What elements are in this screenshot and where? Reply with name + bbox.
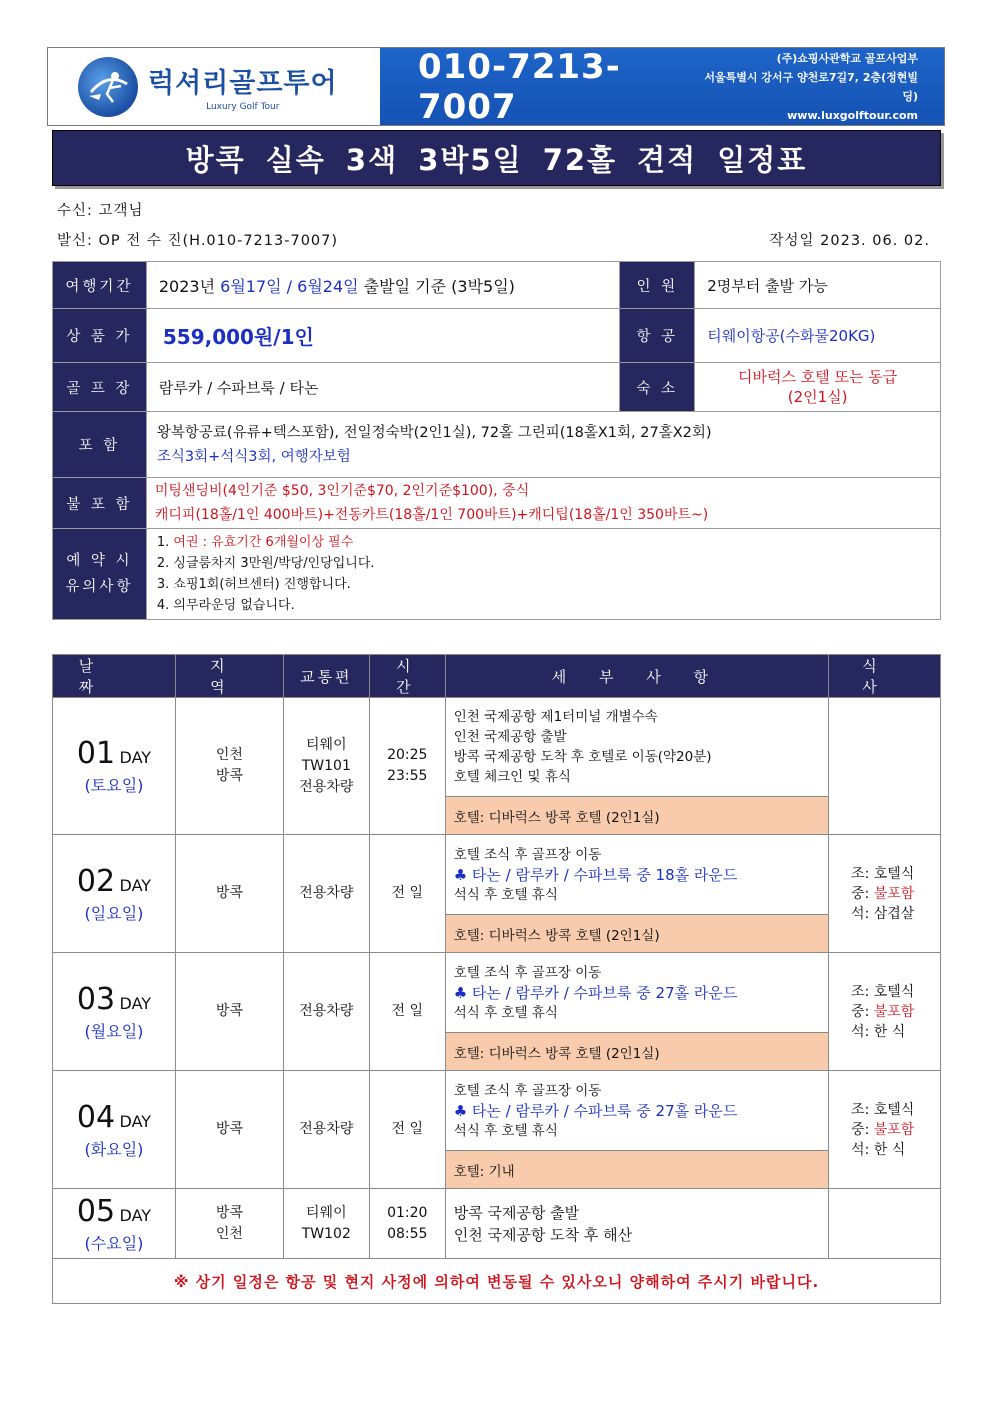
period-label: 여행기간 <box>53 262 147 309</box>
notice-item-4: 4. 의무라운딩 없습니다. <box>156 598 295 613</box>
header-banner <box>47 47 945 126</box>
day-4-region: 방콕 <box>175 1071 283 1189</box>
notice-item-3: 3. 쇼핑1회(허브센터) 진행합니다. <box>156 577 351 592</box>
day-2-detail: 호텔 조식 후 골프장 이동 ♣ 타논 / 람루카 / 수파브룩 중 18홀 라운드 석식 후 호텔 휴식 <box>445 835 828 915</box>
day-3-row <box>53 953 941 1033</box>
golf-value: 람루카 / 수파브룩 / 타논 <box>146 363 619 412</box>
golf-label: 골 프 장 <box>53 363 147 412</box>
title-bar <box>52 130 941 186</box>
day-4-detail: 호텔 조식 후 골프장 이동 ♣ 타논 / 람루카 / 수파브룩 중 27홀 라운드 석식 후 호텔 휴식 <box>445 1071 828 1151</box>
day-5-date: 05 DAY (수요일) <box>53 1189 176 1259</box>
day-3-hotel: 호텔: 디바럭스 방콕 호텔 (2인1실) <box>445 1033 828 1071</box>
day-1-meal <box>829 698 941 835</box>
day-5-region: 방콕 인천 <box>175 1189 283 1259</box>
hotel-value: 디바럭스 호텔 또는 동급 (2인1실) <box>695 363 941 412</box>
company-website[interactable]: www.luxgolftour.com <box>787 108 918 122</box>
day-3-time: 전 일 <box>369 953 445 1071</box>
day-3-meal: 조: 호텔식 중: 불포함 석: 한 식 <box>829 953 941 1071</box>
exclude-value <box>146 478 940 529</box>
info-row-notice <box>53 529 941 620</box>
logo-subtitle: Luxury Golf Tour <box>206 102 280 112</box>
company-name: (주)쇼핑사관학교 골프사업부 <box>776 51 918 65</box>
day-4-meal: 조: 호텔식 중: 불포함 석: 한 식 <box>829 1071 941 1189</box>
logo-area <box>48 48 380 125</box>
schedule-table <box>52 654 941 1304</box>
hotel-label: 숙 소 <box>620 363 695 412</box>
day-4-time: 전 일 <box>369 1071 445 1189</box>
day-5-detail: 방콕 국제공항 출발 인천 국제공항 도착 후 해산 <box>445 1189 828 1259</box>
col-transport: 교통편 <box>283 655 369 698</box>
people-value: 2명부터 출발 가능 <box>695 262 941 309</box>
people-label: 인 원 <box>620 262 695 309</box>
phone-number[interactable]: 010-7213-7007 <box>418 46 621 127</box>
schedule-header-row <box>53 655 941 698</box>
day-2-region: 방콕 <box>175 835 283 953</box>
include-line-2: 조식3회+석식3회, 여행자보험 <box>156 448 351 465</box>
day-5-time: 01:20 08:55 <box>369 1189 445 1259</box>
day-2-transport: 전용차량 <box>283 835 369 953</box>
info-row-price <box>53 309 941 363</box>
col-detail: 세 부 사 항 <box>445 655 828 698</box>
day-5-row <box>53 1189 941 1259</box>
info-row-exclude <box>53 478 941 529</box>
exclude-label: 불 포 함 <box>53 478 147 529</box>
day-2-row <box>53 835 941 915</box>
day-3-detail: 호텔 조식 후 골프장 이동 ♣ 타논 / 람루카 / 수파브룩 중 27홀 라운드 석식 후 호텔 휴식 <box>445 953 828 1033</box>
sender-line: 발신: OP 전 수 진(H.010-7213-7007) <box>57 233 339 249</box>
day-1-time: 20:25 23:55 <box>369 698 445 835</box>
company-address: 서울특별시 강서구 양천로7길7, 2층(정현빌딩) <box>704 70 918 103</box>
day-4-date: 04 DAY (화요일) <box>53 1071 176 1189</box>
day-2-time: 전 일 <box>369 835 445 953</box>
day-1-hotel: 호텔: 디바럭스 방콕 호텔 (2인1실) <box>445 797 828 835</box>
col-time: 시 간 <box>369 655 445 698</box>
day-3-golf-round: ♣ 타논 / 람루카 / 수파브룩 중 27홀 라운드 <box>453 983 738 1002</box>
price-label: 상 품 가 <box>53 309 147 363</box>
notice-label: 예 약 시 유의사항 <box>53 529 147 620</box>
date-line: 작성일 2023. 06. 02. <box>769 233 930 249</box>
info-table <box>52 261 941 620</box>
exclude-line-2: 캐디피(18홀/1인 400바트)+전동카트(18홀/1인 700바트)+캐디팁(18홀/1인 350바트~) <box>154 507 709 523</box>
day-2-meal: 조: 호텔식 중: 불포함 석: 삼겹살 <box>829 835 941 953</box>
notice-value <box>146 529 940 620</box>
day-2-golf-round: ♣ 타논 / 람루카 / 수파브룩 중 18홀 라운드 <box>453 865 738 884</box>
recipient-line: 수신: 고객님 <box>57 203 144 219</box>
airline-label: 항 공 <box>620 309 695 363</box>
day-5-transport: 티웨이 TW102 <box>283 1189 369 1259</box>
contact-area <box>380 48 944 125</box>
day-3-region: 방콕 <box>175 953 283 1071</box>
day-1-detail: 인천 국제공항 제1터미널 개별수속 인천 국제공항 출발 방콕 국제공항 도착 후 호텔로 이동(약20분) 호텔 체크인 및 휴식 <box>445 698 828 797</box>
period-value: 2023년 6월17일 / 6월24일 출발일 기준 (3박5일) <box>146 262 619 309</box>
golf-logo-icon <box>78 57 138 117</box>
page-title: 방콕 실속 3색 3박5일 72홀 견적 일정표 <box>185 142 808 177</box>
day-4-hotel: 호텔: 기내 <box>445 1151 828 1189</box>
day-1-region: 인천 방콕 <box>175 698 283 835</box>
day-3-transport: 전용차량 <box>283 953 369 1071</box>
col-date: 날 짜 <box>53 655 176 698</box>
include-line-1: 왕복항공료(유류+텍스포함), 전일정숙박(2인1실), 72홀 그린피(18홀X1회, 27홀X2회) <box>156 424 712 441</box>
notice-item-2: 2. 싱글룸차지 3만원/박당/인당입니다. <box>156 556 375 571</box>
exclude-line-1: 미팅샌딩비(4인기준 $50, 3인기준$70, 2인기준$100), 중식 <box>154 483 530 499</box>
day-5-meal <box>829 1189 941 1259</box>
price-value: 559,000원/1인 <box>146 309 619 363</box>
day-4-golf-round: ♣ 타논 / 람루카 / 수파브룩 중 27홀 라운드 <box>453 1101 738 1120</box>
include-value <box>146 412 940 478</box>
period-date-1: 6월17일 <box>220 276 282 296</box>
day-4-row <box>53 1071 941 1151</box>
company-info <box>702 49 918 125</box>
info-row-golf <box>53 363 941 412</box>
day-1-row <box>53 698 941 797</box>
day-1-date: 01 DAY (토요일) <box>53 698 176 835</box>
day-2-hotel: 호텔: 디바럭스 방콕 호텔 (2인1실) <box>445 915 828 953</box>
day-1-transport: 티웨이 TW101 전용차량 <box>283 698 369 835</box>
logo-title: 럭셔리골프투어 <box>148 68 338 99</box>
col-region: 지 역 <box>175 655 283 698</box>
footnote-row <box>53 1259 941 1304</box>
footnote: ※ 상기 일정은 항공 및 현지 사정에 의하여 변동될 수 있사오니 양해하여 주시기 바랍니다. <box>53 1259 941 1304</box>
period-date-2: 6월24일 <box>297 276 359 296</box>
notice-item-1: 1. 여권 : 유효기간 6개월이상 필수 <box>156 535 354 550</box>
info-row-period <box>53 262 941 309</box>
day-4-transport: 전용차량 <box>283 1071 369 1189</box>
airline-value: 티웨이항공(수화물20KG) <box>695 309 941 363</box>
day-3-date: 03 DAY (월요일) <box>53 953 176 1071</box>
include-label: 포 함 <box>53 412 147 478</box>
day-2-date: 02 DAY (일요일) <box>53 835 176 953</box>
col-meal: 식 사 <box>829 655 941 698</box>
info-row-include <box>53 412 941 478</box>
